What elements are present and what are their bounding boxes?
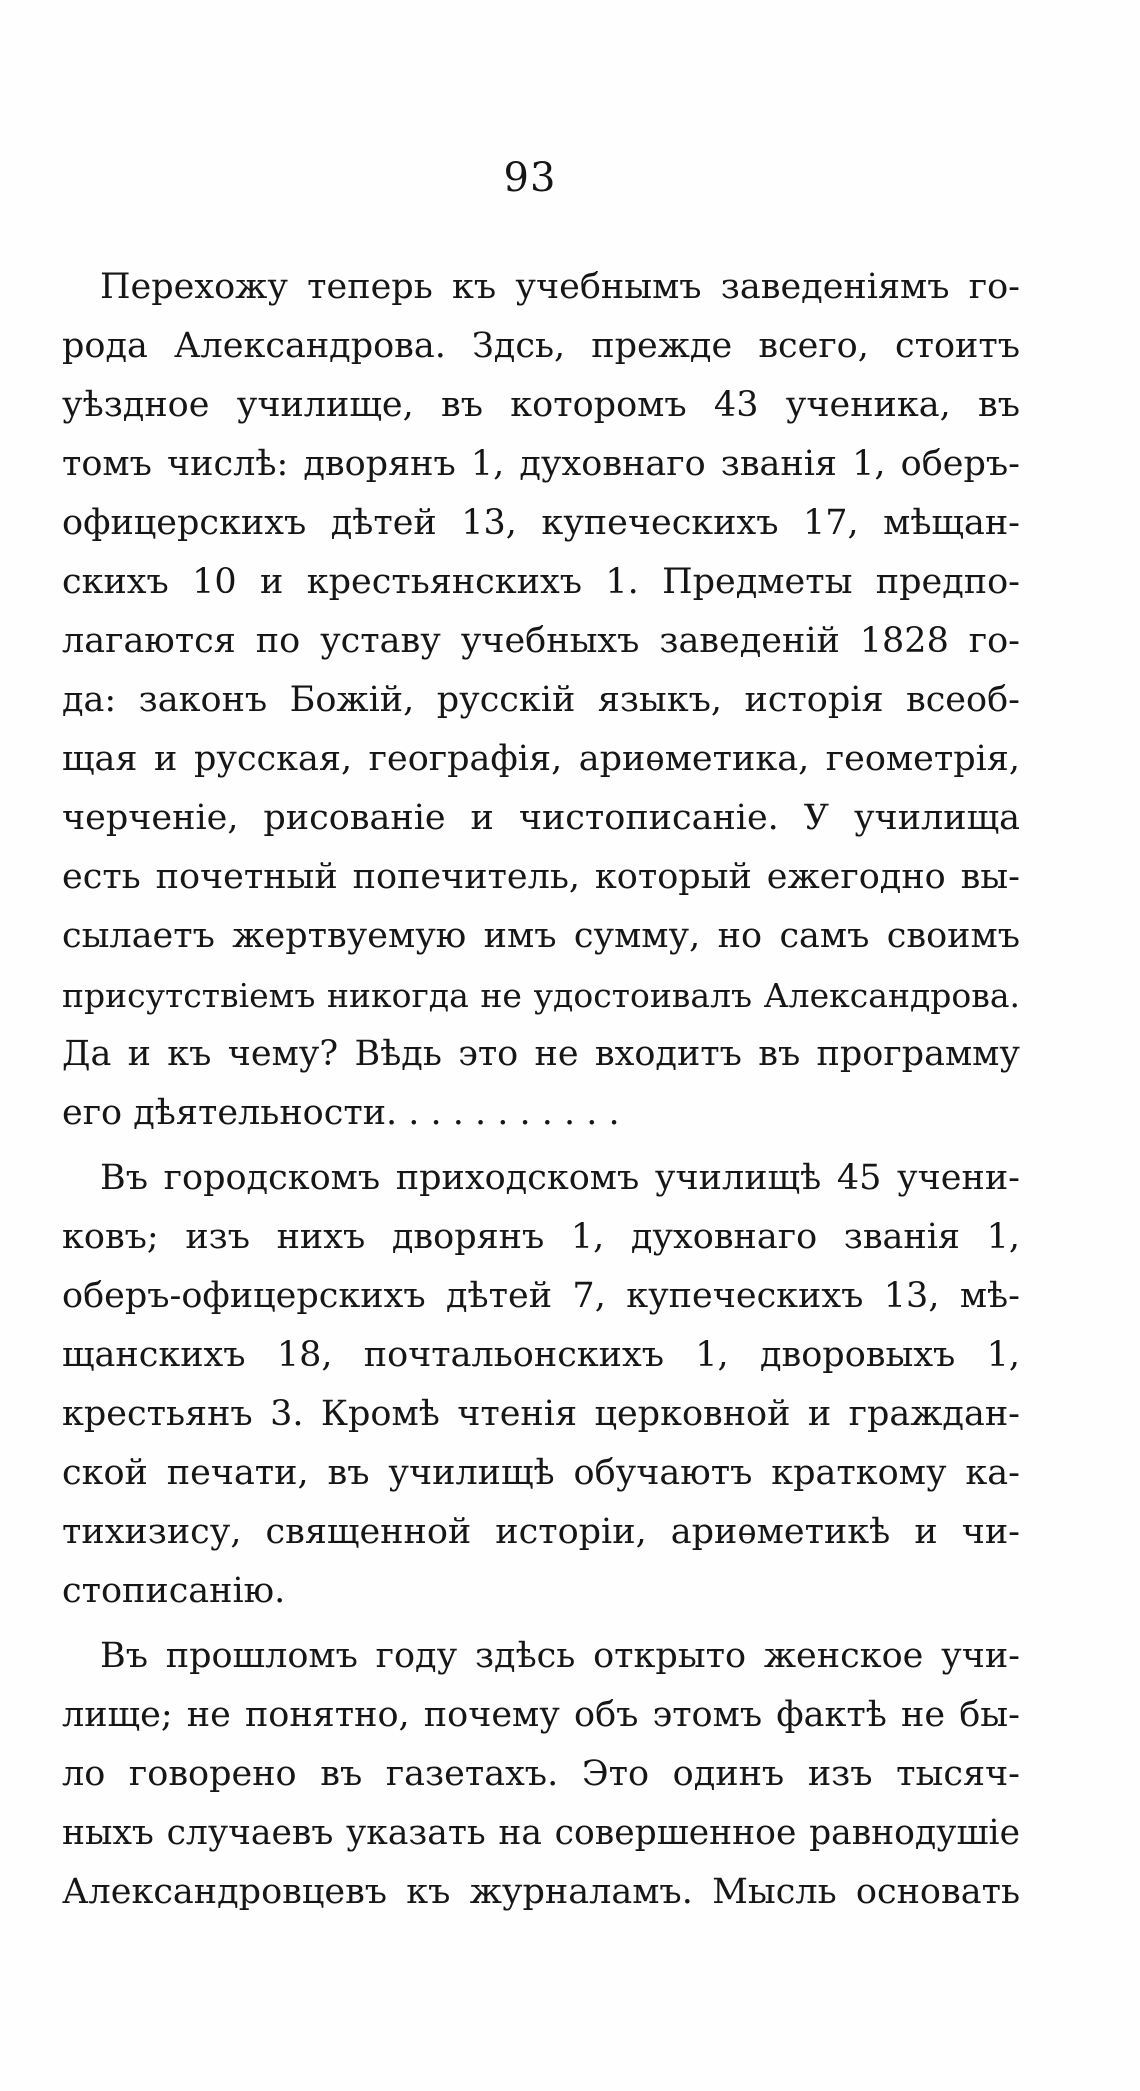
body-text — [62, 258, 1020, 1922]
text-line: щанскихъ 18, почтальонскихъ 1, дворовыхъ 1, — [62, 1335, 1020, 1375]
text-line: Въ прошломъ году здѣсь открыто женское учи- — [100, 1636, 1020, 1676]
text-line: есть почетный попечитель, который ежегодно вы- — [62, 857, 1020, 897]
text-line: скихъ 10 и крестьянскихъ 1. Предметы предпо- — [62, 562, 1020, 602]
text-line: томъ числѣ: дворянъ 1, духовнаго званія 1, оберъ- — [62, 444, 1020, 484]
paragraph-womens-school — [62, 1627, 1020, 1922]
text-line: щая и русская, географія, ариѳметика, геометрія, — [62, 739, 1020, 779]
paragraph-parish-school — [62, 1149, 1020, 1621]
text-line: ло говорено въ газетахъ. Это одинъ изъ тысяч- — [62, 1754, 1020, 1794]
text-line: черченіе, рисованіе и чистописаніе. У училища — [62, 798, 1020, 838]
text-line: Перехожу теперь къ учебнымъ заведеніямъ го- — [100, 267, 1020, 307]
text-line: ныхъ случаевъ указать на совершенное равнодушіе — [62, 1813, 1020, 1853]
text-line: оберъ-офицерскихъ дѣтей 7, купеческихъ 13, мѣ- — [62, 1276, 1020, 1316]
page-number: 93 — [503, 155, 557, 201]
text-line: тихизису, священной исторіи, ариѳметикѣ и чи- — [62, 1512, 1020, 1552]
text-line: уѣздное училище, въ которомъ 43 ученика, въ — [62, 385, 1020, 425]
text-line: лагаются по уставу учебныхъ заведеній 1828 го- — [62, 621, 1020, 661]
text-line: Александровцевъ къ журналамъ. Мысль основать — [62, 1872, 1020, 1912]
text-line: крестьянъ 3. Кромѣ чтенія церковной и граждан- — [62, 1394, 1020, 1434]
text-line: Да и къ чему? Вѣдь это не входитъ въ программу — [62, 1034, 1020, 1074]
text-line: Въ городскомъ приходскомъ училищѣ 45 учени- — [100, 1158, 1020, 1198]
text-line: лище; не понятно, почему объ этомъ фактѣ не бы- — [62, 1695, 1020, 1735]
paragraph-schools-intro — [62, 258, 1020, 1143]
text-line: офицерскихъ дѣтей 13, купеческихъ 17, мѣщан- — [62, 503, 1020, 543]
text-line: да: законъ Божій, русскій языкъ, исторія всеоб- — [62, 680, 1020, 720]
text-line: рода Александрова. Здсь, прежде всего, стоитъ — [62, 326, 1020, 366]
text-line: сылаетъ жертвуемую имъ сумму, но самъ своимъ — [62, 916, 1020, 956]
text-line: ской печати, въ училищѣ обучаютъ краткому ка- — [62, 1453, 1020, 1493]
text-line: его дѣятельности. . . . . . . . . . . — [62, 1093, 620, 1133]
text-line: ковъ; изъ нихъ дворянъ 1, духовнаго званія 1, — [62, 1217, 1020, 1257]
text-line: стописанію. — [62, 1571, 286, 1611]
text-line: присутствіемъ никогда не удостоивалъ Александрова. — [62, 976, 1020, 1015]
